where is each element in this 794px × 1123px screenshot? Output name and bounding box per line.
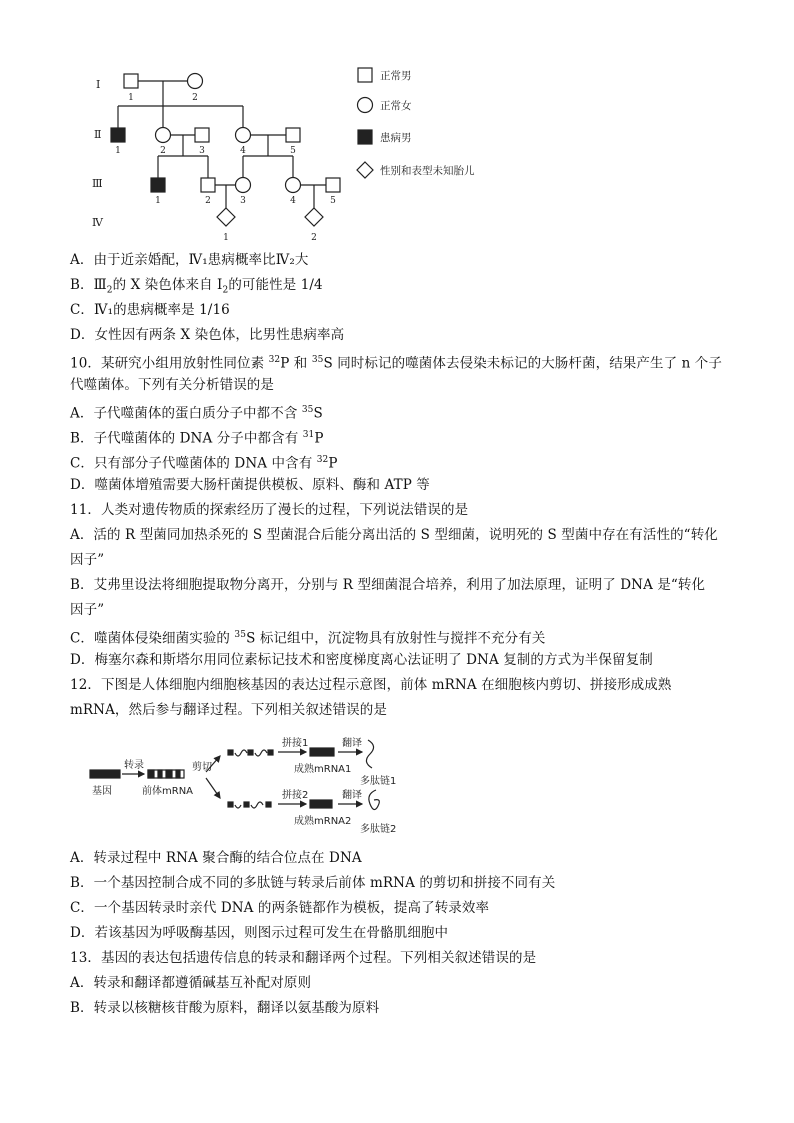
q10-option-b: B．子代噬菌体的 DNA 分子中都含有 $^{31}$P <box>70 430 324 447</box>
q10-option-c: C．只有部分子代噬菌体的 DNA 中含有 $^{32}$P <box>70 455 338 472</box>
label-transcription: 转录 <box>124 760 144 771</box>
gen-label-2: Ⅱ <box>94 128 102 141</box>
III2-male <box>201 178 215 192</box>
label-gene: 基因 <box>92 786 112 797</box>
q12-option-d: D．若该基因为呼吸酶基因，则图示过程可发生在骨骼肌细胞中 <box>70 925 449 941</box>
q12-stem-line1: 12．下图是人体细胞内细胞核基因的表达过程示意图，前体 mRNA 在细胞核内剪切、拼接形成成熟 <box>70 677 672 693</box>
III3-female <box>236 178 251 193</box>
legend-normal-female: 正常女 <box>380 100 412 112</box>
q12-stem-line2: mRNA，然后参与翻译过程。下列相关叙述错误的是 <box>70 702 387 718</box>
q10-option-a: A．子代噬菌体的蛋白质分子中都不含 $^{35}$S <box>70 405 323 422</box>
q9-option-d: D．女性因有两条 X 染色体，比男性患病率高 <box>70 327 345 343</box>
legend-affected-male: 患病男 <box>380 132 412 144</box>
mature-mrna1-block <box>310 748 334 756</box>
label-cut: 剪切 <box>192 762 212 773</box>
peptide1-shape <box>366 740 373 768</box>
fragments-bottom <box>228 802 271 808</box>
label-splice1: 拼接1 <box>282 738 309 749</box>
gene-expression-diagram <box>88 728 428 838</box>
gene-block <box>90 770 120 778</box>
legend-unknown: 性别和表型未知胎儿 <box>380 165 475 177</box>
cut-arrow-down <box>206 778 220 798</box>
IV2-unknown <box>305 208 323 226</box>
q12-option-b: B．一个基因控制合成不同的多肽链与转录后前体 mRNA 的剪切和拼接不同有关 <box>70 875 556 891</box>
q11-option-b-line1: B．艾弗里设法将细胞提取物分离开，分别与 R 型细菌混合培养，利用了加法原理，证明了 DNA 是“转化 <box>70 577 706 593</box>
id-IV1: 1 <box>223 233 229 243</box>
II2-female <box>156 128 171 143</box>
q11-option-d: D．梅塞尔森和斯塔尔用同位素标记技术和密度梯度离心法证明了 DNA 复制的方式为半保留复制 <box>70 652 653 668</box>
legend-unknown-symbol <box>357 162 373 178</box>
q9-option-a: A．由于近亲婚配，Ⅳ₁患病概率比Ⅳ₂大 <box>70 252 309 268</box>
pre-mrna-block <box>148 770 184 778</box>
id-I2: 2 <box>192 93 198 103</box>
q11-option-a-line1: A．活的 R 型菌同加热杀死的 S 型菌混合后能分离出活的 S 型细菌，说明死的 S 型菌中存在有活性的“转化 <box>70 527 718 543</box>
II3-male <box>195 128 209 142</box>
label-pre-mrna: 前体mRNA <box>142 786 194 797</box>
id-II3: 3 <box>199 146 205 156</box>
label-peptide2: 多肽链2 <box>360 824 397 835</box>
id-III3: 3 <box>240 196 246 206</box>
II1-affected-male <box>111 128 125 142</box>
id-III1: 1 <box>155 196 161 206</box>
gen-label-3: Ⅲ <box>92 177 103 190</box>
label-mature-mrna1: 成熟mRNA1 <box>294 764 352 775</box>
gen-label-4: Ⅳ <box>92 216 103 229</box>
I2-female <box>188 74 203 89</box>
q13-option-b: B．转录以核糖核苷酸为原料，翻译以氨基酸为原料 <box>70 1000 380 1016</box>
id-I1: 1 <box>128 93 134 103</box>
fragments-top <box>228 750 273 756</box>
q12-option-c: C．一个基因转录时亲代 DNA 的两条链都作为模板，提高了转录效率 <box>70 900 490 916</box>
id-III5: 5 <box>330 196 336 206</box>
q10-stem-line1: 10．某研究小组用放射性同位素 $^{32}$P 和 $^{35}$S 同时标记的噬菌体去侵染未标记的大肠杆菌，结果产生了 n 个子 <box>70 355 722 372</box>
q11-option-a-line2: 因子” <box>70 552 105 568</box>
III5-male <box>326 178 340 192</box>
q11-option-b-line2: 因子” <box>70 602 105 618</box>
mature-mrna2-block <box>310 800 332 808</box>
III4-female <box>286 178 301 193</box>
id-II1: 1 <box>115 146 121 156</box>
II4-female <box>236 128 251 143</box>
q10-option-d: D．噬菌体增殖需要大肠杆菌提供模板、原料、酶和 ATP 等 <box>70 477 430 493</box>
id-II5: 5 <box>290 146 296 156</box>
legend-normal-male: 正常男 <box>380 70 412 82</box>
label-translation1: 翻译 <box>342 738 362 749</box>
q11-option-c: C．噬菌体侵染细菌实验的 $^{35}$S 标记组中，沉淀物具有放射性与搅拌不充分有关 <box>70 630 546 647</box>
label-splice2: 拼接2 <box>282 790 309 801</box>
legend-male-symbol <box>358 68 372 82</box>
q12-option-a: A．转录过程中 RNA 聚合酶的结合位点在 DNA <box>70 850 362 866</box>
q10-stem-line2: 代噬菌体。下列有关分析错误的是 <box>70 377 274 393</box>
I1-male <box>124 74 138 88</box>
legend-female-symbol <box>358 98 373 113</box>
id-III2: 2 <box>205 196 211 206</box>
gen-label-1: Ⅰ <box>96 78 101 91</box>
q11-stem: 11．人类对遗传物质的探索经历了漫长的过程，下列说法错误的是 <box>70 502 469 518</box>
id-II2: 2 <box>160 146 166 156</box>
q9-option-b: B．$Ⅲ_2$的 X 染色体来自 $I_2$的可能性是 1/4 <box>70 277 323 296</box>
label-translation2: 翻译 <box>342 790 362 801</box>
id-IV2: 2 <box>311 233 317 243</box>
legend-affected-symbol <box>358 130 372 144</box>
id-III4: 4 <box>290 196 296 206</box>
label-peptide1: 多肽链1 <box>360 776 397 787</box>
q13-option-a: A．转录和翻译都遵循碱基互补配对原则 <box>70 975 312 991</box>
III1-affected-male <box>151 178 165 192</box>
IV1-unknown <box>217 208 235 226</box>
pedigree-chart <box>66 50 486 250</box>
q13-stem: 13．基因的表达包括遗传信息的转录和翻译两个过程。下列相关叙述错误的是 <box>70 950 537 966</box>
label-mature-mrna2: 成熟mRNA2 <box>294 816 352 827</box>
id-II4: 4 <box>240 146 246 156</box>
q9-option-c: C．Ⅳ₁的患病概率是 1/16 <box>70 302 230 318</box>
peptide2-shape <box>369 790 379 810</box>
II5-male <box>286 128 300 142</box>
